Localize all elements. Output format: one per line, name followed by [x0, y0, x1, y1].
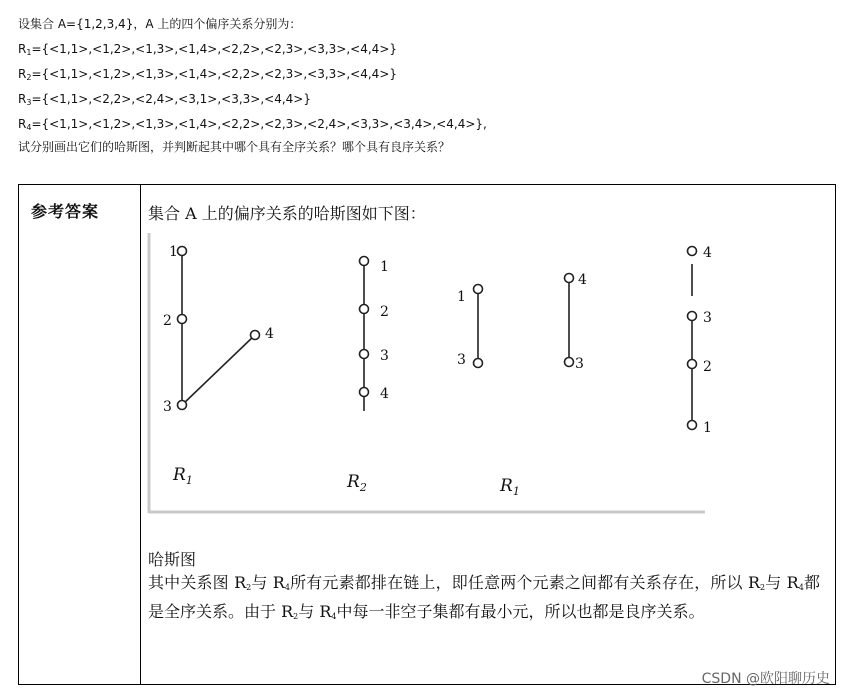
relation-name: R	[18, 92, 27, 106]
node-4	[688, 247, 697, 256]
relation-name: R	[18, 42, 27, 56]
node-label: 3	[380, 348, 389, 364]
node-2	[178, 315, 187, 324]
node-3	[178, 401, 187, 410]
relation-subscript: 2	[26, 73, 32, 82]
node-label: 3	[575, 356, 584, 372]
relation-set: ={<1,1>,<1,2>,<1,3>,<1,4>,<2,2>,<2,3>,<2,4>,<3,3>,<3,4>,<4,4>},	[31, 117, 487, 131]
node-3	[565, 358, 574, 367]
node-label: 3	[163, 399, 172, 415]
relation-name: R	[18, 67, 27, 81]
hasse-r3	[457, 272, 587, 498]
hasse-r4	[688, 245, 713, 436]
node-label: 2	[163, 313, 172, 329]
node-1	[360, 257, 369, 266]
node-label: 2	[380, 304, 389, 320]
node-1	[474, 285, 483, 294]
diagram-caption: 哈斯图	[148, 550, 197, 569]
node-label: 4	[703, 245, 712, 261]
table-divider	[140, 185, 141, 684]
answer-table	[18, 184, 836, 685]
node-label: 4	[380, 386, 389, 402]
diagram-label: $R_2$	[347, 472, 367, 494]
node-2	[360, 305, 369, 314]
edge-3-4	[182, 335, 255, 405]
node-1	[178, 247, 187, 256]
relation-name: R	[18, 117, 27, 131]
relation-subscript: 4	[26, 123, 32, 132]
node-label: 1	[703, 420, 712, 436]
node-2	[688, 360, 697, 369]
node-4	[565, 274, 574, 283]
hasse-diagram	[147, 233, 712, 515]
relation-set: ={<1,1>,<1,2>,<1,3>,<1,4>,<2,2>,<2,3>,<3,3>,<4,4>}	[31, 42, 398, 56]
node-label: 1	[457, 289, 466, 305]
relation-subscript: 3	[26, 98, 32, 107]
node-label: 4	[265, 326, 274, 342]
watermark: CSDN @欧阳聊历史	[701, 671, 830, 687]
node-label: 4	[578, 272, 587, 288]
answer-explanation: 其中关系图 $R_2$与 $R_4$所有元素都排在链上，即任意两个元素之间都有关系存在，所以 $R_2$与 $R_4$都是全序关系。由于 $R_2$与 $R_4$中每一非空子集都有最小元，所以也都是良序关系。	[148, 573, 820, 621]
node-1	[688, 421, 697, 430]
node-label: 3	[703, 310, 712, 326]
node-label: 1	[169, 244, 178, 260]
node-3	[688, 312, 697, 321]
relation-subscript: 1	[26, 48, 32, 57]
question-prompt: 试分别画出它们的哈斯图，并判断起其中哪个具有全序关系？哪个具有良序关系？	[18, 140, 451, 154]
question-intro: 设集合 A={1,2,3,4}，A 上的四个偏序关系分别为：	[18, 17, 302, 31]
relation-r4	[18, 117, 487, 135]
node-3	[474, 359, 483, 368]
node-label: 1	[380, 259, 389, 275]
node-4	[251, 331, 260, 340]
relation-set: ={<1,1>,<1,2>,<1,3>,<1,4>,<2,2>,<2,3>,<3,3>,<4,4>}	[31, 67, 398, 81]
diagram-label: $R_1$	[500, 476, 520, 498]
relation-r2	[18, 67, 397, 85]
relation-r1	[18, 42, 397, 60]
diagram-label: $R_1$	[173, 465, 193, 487]
node-label: 2	[703, 359, 712, 375]
answer-label: 参考答案	[31, 202, 100, 221]
node-4	[360, 388, 369, 397]
hasse-r2	[346, 257, 389, 495]
answer-intro: 集合 A 上的偏序关系的哈斯图如下图：	[148, 204, 426, 223]
node-3	[360, 350, 369, 359]
node-label: 3	[457, 352, 466, 368]
hasse-r1	[163, 244, 274, 487]
relation-set: ={<1,1>,<2,2>,<2,4>,<3,1>,<3,3>,<4,4>}	[31, 92, 311, 106]
relation-r3	[18, 92, 311, 110]
